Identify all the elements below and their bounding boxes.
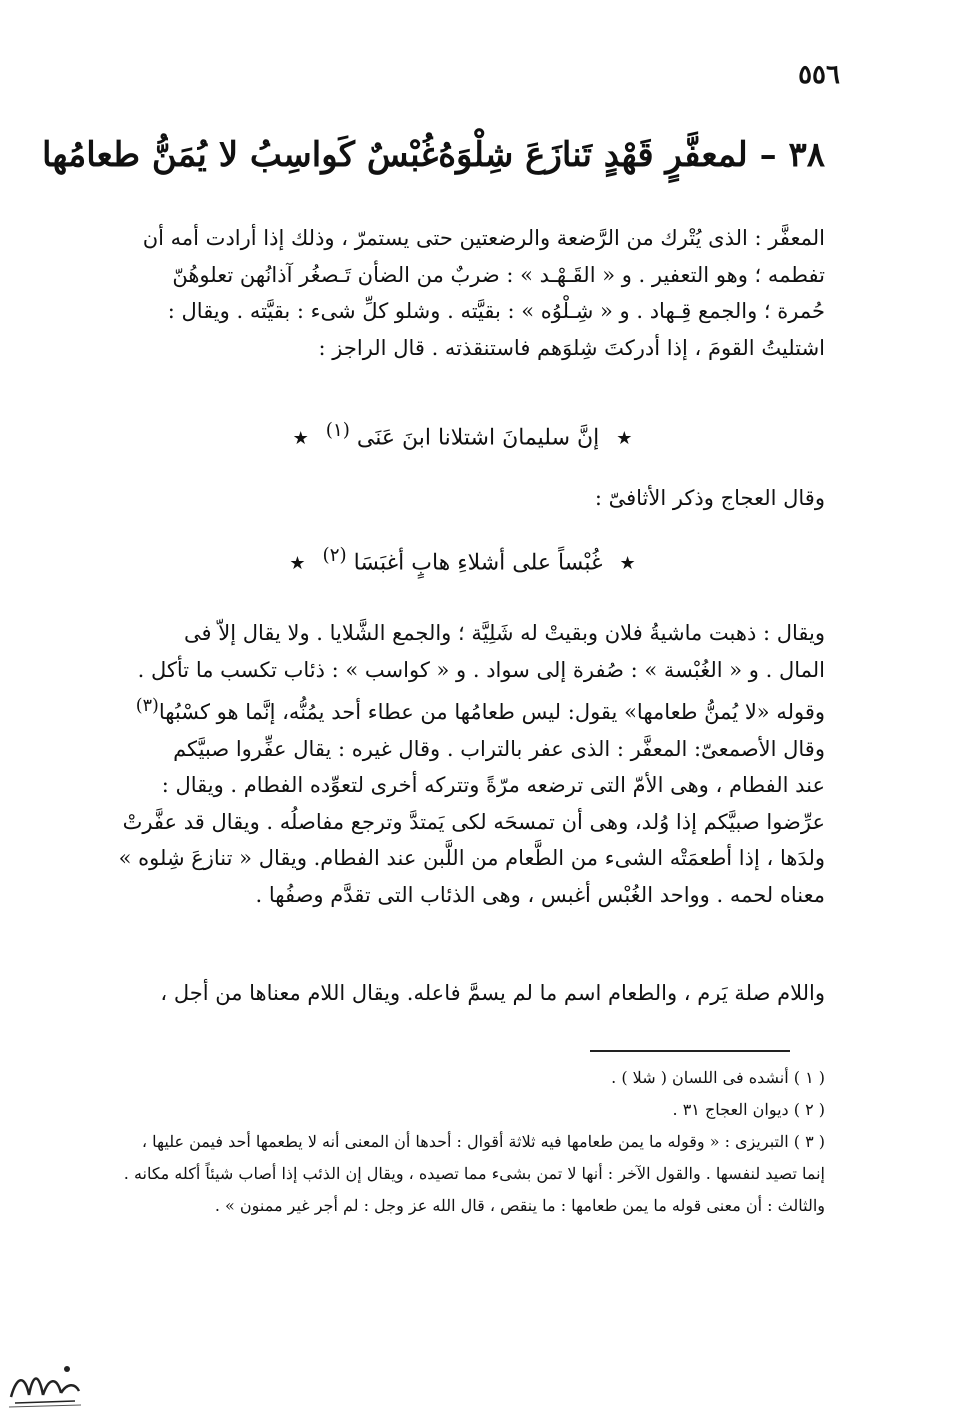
footnote-2: ( ٢ ) ديوان العجاج ٣١ . [672,1100,825,1119]
footnote-mark: (٢) [322,545,347,566]
footnote-3-line: إنما تصيد لنفسها . والقول الآخر : أنها لا تمن بشىء مما تصيده ، ويقال إن الذئب إذا أصاب شيئاً أكله مكانه . [123,1164,825,1183]
verse-heading [41,135,825,175]
text-line: واللام صلة يَرم ، والطعام اسم ما لم يسمَّ فاعله. ويقال اللام معناها من أجل ، [160,981,825,1005]
text-line: المعفَّر : الذى يُتْرك من الرَّضعة والرضعتين حتى يستمرّ ، وذلك إذا أرادت أمه أن [142,226,825,250]
quote-text: إنَّ سليمانَ اشتلانا ابنَ عَنَى [356,425,600,451]
text-line: عند الفطام ، وهى الأمّ التى ترضعه مرّةً وتتركه أخرى لتعوِّده الفطام . ويقال : [161,773,825,797]
text-line: وقال الأصمعىّ: المعفَّر : الذى عفر بالتراب . وقال غيره : يقال عفِّروا صبيَّكم [173,736,825,761]
quote-intro [100,480,825,517]
star-bullet: ★ [616,428,633,450]
footnote-1: ( ١ ) أنشده فى اللسان ( شلا ) . [611,1068,825,1087]
text-line: المال . و « الغُبْسة » : صُفرة إلى سواد . و « كواسب » : ذئاب تكسب ما تأكل . [137,657,825,682]
quote-ajjaj [100,545,825,575]
text-line: ويقال : ذهبت ماشيةُ فلان وبقيتْ له شَلِيَّة ؛ والجمع الشَّلايا . ولا يقال إلاّ فى [184,621,825,645]
commentary-paragraph-1 [100,220,825,366]
text-line: ولدَها ، إذا أطعمَتْه الشىء من الطَّعام من اللَّبن عند الفطام. ويقال « تنازعَ شِلوه » [118,846,825,870]
footnote-mark: (١) [325,420,350,441]
footnote-mark: (٣) [135,696,159,716]
footnotes [100,1062,825,1222]
commentary-paragraph-2 [100,615,825,913]
text-line: تفطمه ؛ وهو التعفير . و « القَـهْـد » : ضربٌ من الضأن تَـصغُر آذانُهن تعلوهُنّ [172,262,825,287]
footnote-3-line: والثالث : أن معنى قوله ما يمن طعامها : ما ينقص ، قال الله عز وجل : لم أجر غير ممنون » . [214,1196,825,1215]
watermark-stamp-icon [5,1355,85,1411]
text-line: حُمرة ؛ والجمع قِـهاد . و « شِـلْوُه » : بقيَّته . وشلو كلِّ شىء : بقيَّته . ويقال : [167,299,825,323]
verse-first-hemistich: ٣٨ – لمعفَّرٍ قَهْدٍ تَنازَعَ شِلْوَهُ [438,135,825,175]
footnote-divider [590,1050,790,1052]
page-number: ٥٥٦ [798,60,840,90]
quote-text: غُبْساً على أشلاءِ هابٍ أغبَسَا [353,550,603,576]
verse-second-hemistich: غُبْسٌ كَواسِبُ لا يُمَنُّ طعامُها [41,135,439,175]
text-line: معناه لحمه . وواحد الغُبْس أغبس ، وهى الذئاب التى تقدَّم وصفُها . [255,882,825,907]
star-bullet: ★ [289,553,306,575]
star-bullet: ★ [619,553,636,575]
quote-rajaz [100,420,825,450]
commentary-paragraph-3 [100,975,825,1012]
star-bullet: ★ [292,428,309,450]
text-segment: وقوله «لا يُمنُّ طعامها» يقول: ليس طعامُها من عطاء أحد يمُنُّه، إنَّما هو كسْبُها [158,700,825,724]
text-line [100,688,825,731]
text-line: اشتليتُ القومَ ، إذا أدركتَ شِلوَهم فاستنقذته . قال الراجز : [318,335,825,360]
footnote-3-line: ( ٣ ) التبريزى : « وقوله ما يمن طعامها فيه ثلاثة أقوال : أحدها أن المعنى أنه لا يطعمها أحد فيمن عليها ، [141,1132,825,1151]
text-line: وقال العجاج وذكر الأثافىّ : [594,486,825,510]
text-line: عرِّضوا صبيَّكم إذا وُلد، وهى أن تمسحَه لكى يَمتدَّ وترجع مفاصلُه . ويقال قد عفَّرتْ [122,809,825,834]
